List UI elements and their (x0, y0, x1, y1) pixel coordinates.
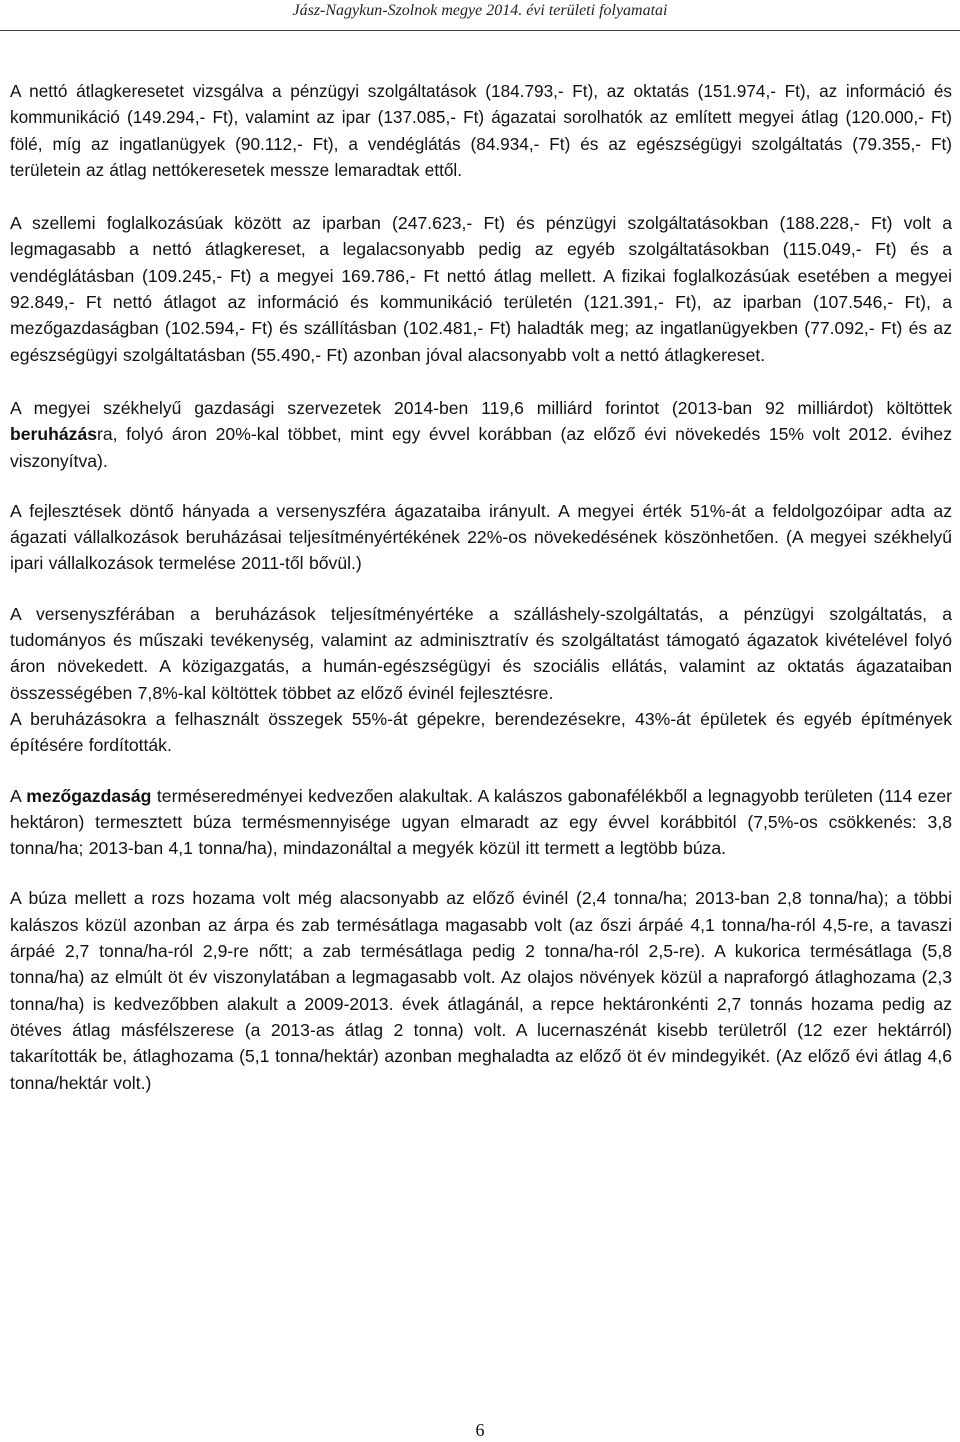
running-header: Jász-Nagykun-Szolnok megye 2014. évi területi folyamatai (292, 2, 668, 19)
paragraph-investments (10, 395, 952, 474)
paragraph-white-blue-collar-wages: A szellemi foglalkozásúak között az iparban (247.623,- Ft) és pénzügyi szolgáltatásokban (188.228,- Ft) volt a legmagasabb a nettó átlagkereset, a legalacsonyabb pedig az egyéb szolgáltatásokban (115.049,- Ft) és a vendéglátásban (109.245,- Ft) a megyei 169.786,- Ft nettó átlag mellett. A fizikai foglalkozásúak esetében a megyei 92.849,- Ft nettó átlagot az információ és kommunikáció területén (121.391,- Ft), az iparban (107.546,- Ft), a mezőgazdaságban (102.594,- Ft) és szállításban (102.481,- Ft) haladták meg; az ingatlanügyekben (77.092,- Ft) és az egészségügyi szolgáltatásban (55.490,- Ft) azonban jóval alacsonyabb volt a nettó átlagkereset. (10, 213, 952, 365)
paragraph-spacer (10, 759, 952, 783)
keyword-investment: beruházás (10, 424, 98, 445)
paragraph-agriculture-text-end: terméseredményei kedvezően alakultak. A kalászos gabonafélékből a legnagyobb területen (114 ezer hektáron) termesztett búza termésmennyisége ugyan elmaradt az egy évvel korábbitól (7,5%-os csökkenés: 3,8 tonna/ha; 2013-ban 4,1 tonna/ha), mindazonáltal a megyék közül itt termett a legtöbb búza. (10, 785, 952, 859)
paragraph-developments: A fejlesztések döntő hányada a versenyszféra ágazataiba irányult. A megyei érték 51%-át a feldolgozóipar adta az ágazati vállalkozások beruházásai teljesítményértékének 22%-os növekedésének köszönhetően. (A megyei székhelyű ipari vállalkozások termelése 2011-től bővül.) (10, 500, 952, 574)
header-divider (0, 30, 960, 31)
paragraph-investment-allocation: A beruházásokra a felhasznált összegek 55%-át gépekre, berendezésekre, 43%-át épületek és egyéb építmények építésére fordították. (10, 708, 952, 756)
paragraph-investments-text-end: ra, folyó áron 20%-kal többet, mint egy évvel korábban (az előző évi növekedés 15% volt 2012. évihez viszonyítva). (10, 424, 952, 471)
paragraph-spacer (10, 368, 952, 395)
paragraph-competitive-sector: A versenyszférában a beruházások teljesítményértéke a szálláshely-szolgáltatás, a pénzügyi szolgáltatás, a tudományos és műszaki tevékenység, valamint az adminisztratív és szolgáltatást támogató ágazatok kivételével folyó áron növekedett. A közigazgatás, a humán-egészségügyi és szociális ellátás, valamint az oktatás ágazataiban összességében 7,8%-kal költöttek többet az előző évinél fejlesztésre. (10, 603, 952, 703)
paragraph-investments-text-start: A megyei székhelyű gazdasági szervezetek 2014-ben 119,6 milliárd forintot (2013-ban 92 milliárdot) költöttek (10, 397, 952, 418)
page-number: 6 (475, 1420, 485, 1440)
paragraph-spacer (10, 577, 952, 601)
paragraph-spacer (10, 474, 952, 498)
paragraph-agriculture-text-start: A (10, 785, 27, 806)
document-body (10, 78, 952, 1096)
keyword-agriculture: mezőgazdaság (26, 785, 152, 806)
paragraph-spacer (10, 183, 952, 210)
paragraph-spacer (10, 861, 952, 885)
paragraph-net-wages-by-sector: A nettó átlagkeresetet vizsgálva a pénzügyi szolgáltatások (184.793,- Ft), az oktatás (151.974,- Ft), az információ és kommunikáció (149.294,- Ft), valamint az ipar (137.085,- Ft) ágazatai sorolhatók az említett megyei átlag (120.000,- Ft) fölé, míg az ingatlanügyek (90.112,- Ft), a vendéglátás (84.934,- Ft) és az egészségügyi szolgáltatás (79.355,- Ft) területein az átlag nettókeresetek messze lemaradtak ettől. (10, 81, 952, 180)
paragraph-crop-yields: A búza mellett a rozs hozama volt még alacsonyabb az előző évinél (2,4 tonna/ha; 2013-ban 2,8 tonna/ha); a többi kalászos közül azonban az árpa és zab termésátlaga magasabb volt (az őszi árpáé 4,1 tonna/ha-ról 4,5-re, a tavaszi árpáé 2,7 tonna/ha-ról 2,9-re nőtt; a zab termésátlaga pedig 2 tonna/ha-ról 2,5-re). A kukorica termésátlaga (5,8 tonna/ha) az elmúlt öt év viszonylatában a legmagasabb volt. Az olajos növények közül a napraforgó átlaghozama (2,3 tonna/ha) is kedvezőbben alakult a 2009-2013. évek átlagánál, a repce hektáronkénti 2,7 tonnás hozama pedig az ötéves átlag másfélszerese (a 2013-as átlag 2 tonna) volt. A lucernaszénát kisebb területről (12 ezer hektárról) takarították be, átlaghozama (5,1 tonna/hektár) azonban meghaladta az előző öt év mindegyikét. (Az előző évi átlag 4,6 tonna/hektár volt.) (10, 888, 952, 1093)
paragraph-agriculture (10, 783, 952, 862)
